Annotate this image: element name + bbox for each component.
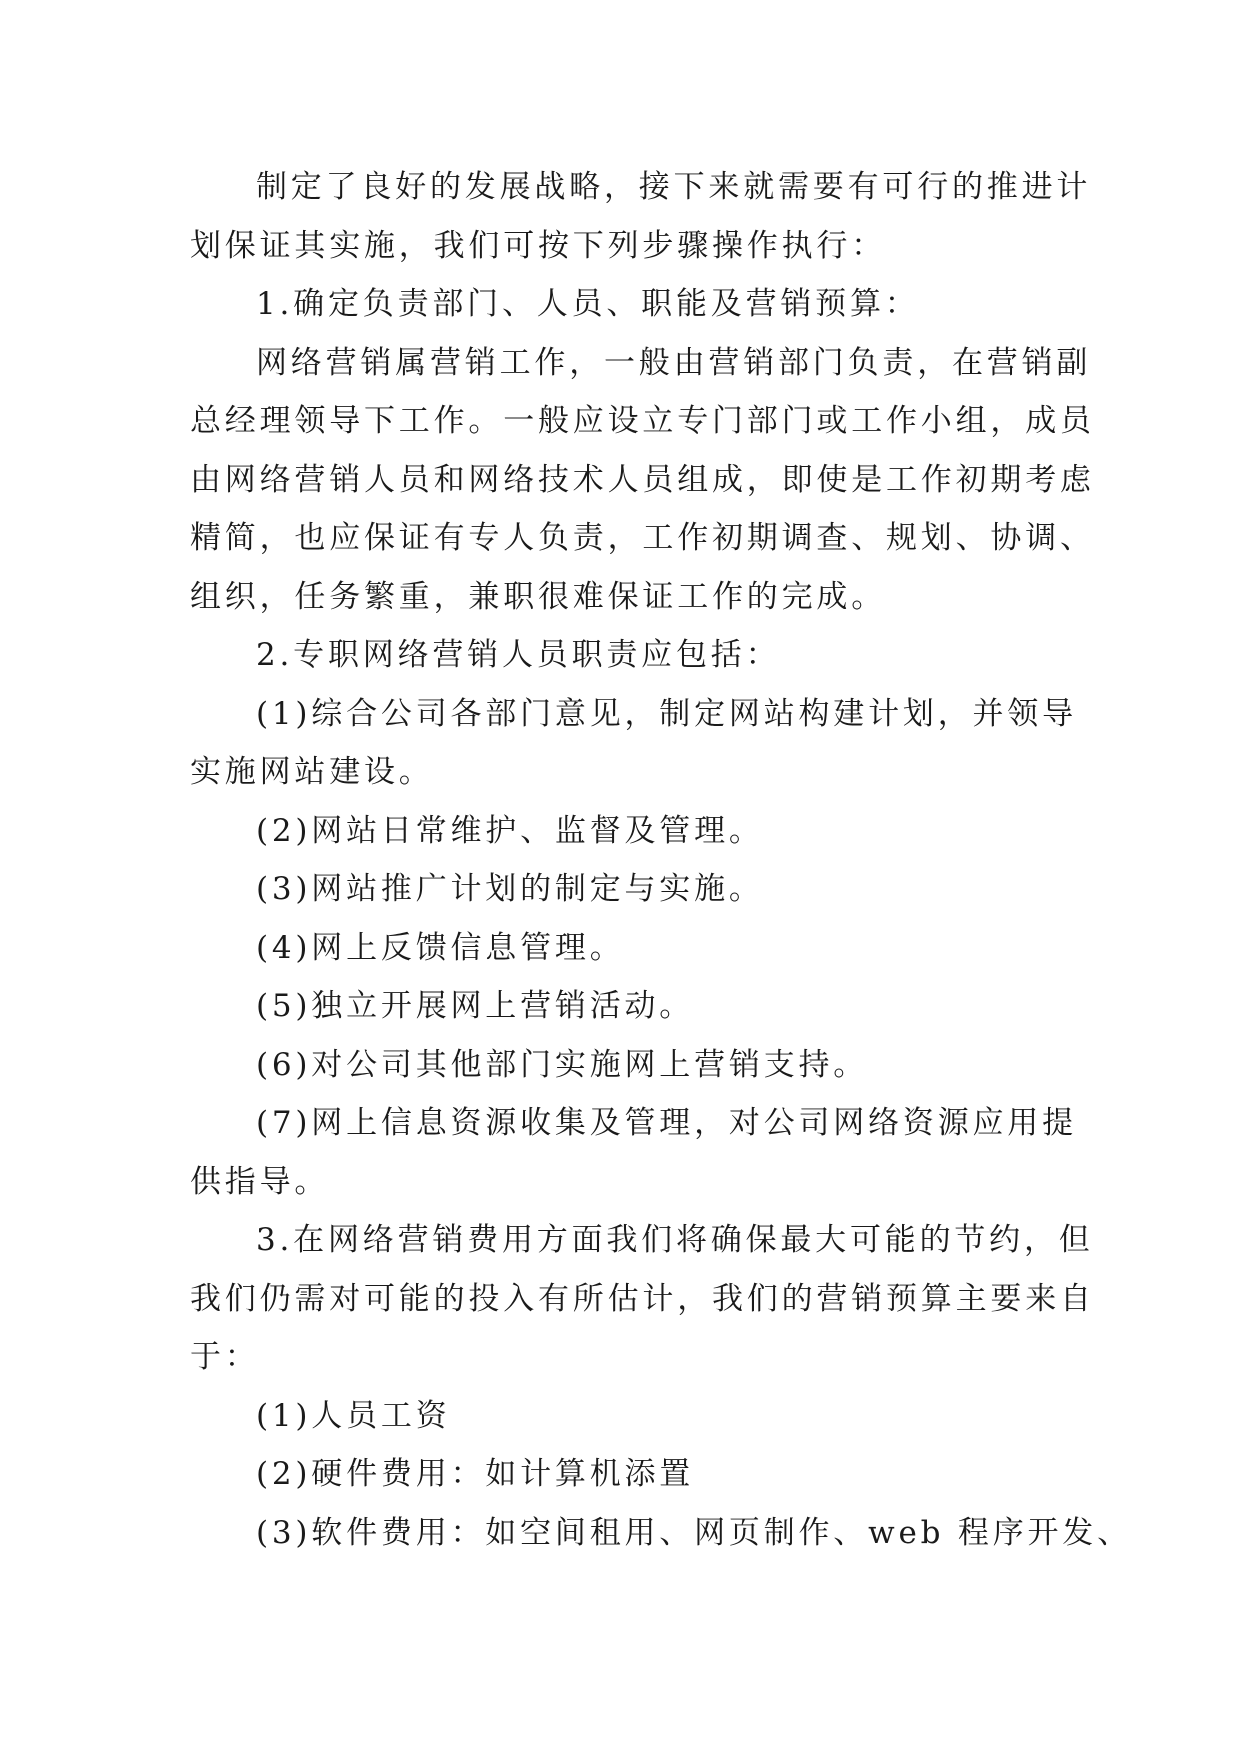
text-line: (2)硬件费用：如计算机添置 xyxy=(256,1456,695,1492)
text-line: (3)网站推广计划的制定与实施。 xyxy=(256,871,764,907)
text-line: 制定了良好的发展战略，接下来就需要有可行的推进计 xyxy=(256,169,1092,205)
text-line: 3.在网络营销费用方面我们将确保最大可能的节约，但 xyxy=(256,1222,1094,1258)
text-line: (1)综合公司各部门意见，制定网站构建计划，并领导 xyxy=(256,695,1077,732)
text-line: 1.确定负责部门、人员、职能及营销预算： xyxy=(256,286,920,322)
text-line: 实施网站建设。 xyxy=(190,754,434,790)
text-line: 我们仍需对可能的投入有所估计，我们的营销预算主要来自 xyxy=(190,1280,1095,1317)
text-line: 由网络营销人员和网络技术人员组成，即使是工作初期考虑 xyxy=(190,461,1095,498)
text-line: (1)人员工资 xyxy=(256,1397,451,1434)
text-line: (7)网上信息资源收集及管理，对公司网络资源应用提 xyxy=(256,1105,1077,1141)
text-line: (5)独立开展网上营销活动。 xyxy=(256,988,695,1024)
text-line: (3)软件费用：如空间租用、网页制作、web 程序开发、 xyxy=(256,1514,1132,1551)
text-line: 精简，也应保证有专人负责，工作初期调查、规划、协调、 xyxy=(190,520,1095,556)
text-line: 划保证其实施，我们可按下列步骤操作执行： xyxy=(190,227,886,264)
document-body xyxy=(190,158,1132,1562)
text-line: 网络营销属营销工作，一般由营销部门负责，在营销副 xyxy=(256,344,1092,381)
text-line: (4)网上反馈信息管理。 xyxy=(256,929,625,966)
text-line: 供指导。 xyxy=(190,1163,330,1200)
text-line: 组织，任务繁重，兼职很难保证工作的完成。 xyxy=(190,578,886,615)
text-line: 2.专职网络营销人员职责应包括： xyxy=(256,637,781,673)
text-line: 总经理领导下工作。一般应设立专门部门或工作小组，成员 xyxy=(190,403,1095,439)
text-line: 于： xyxy=(190,1339,260,1375)
text-line: (2)网站日常维护、监督及管理。 xyxy=(256,812,764,849)
text-line: (6)对公司其他部门实施网上营销支持。 xyxy=(256,1046,869,1083)
